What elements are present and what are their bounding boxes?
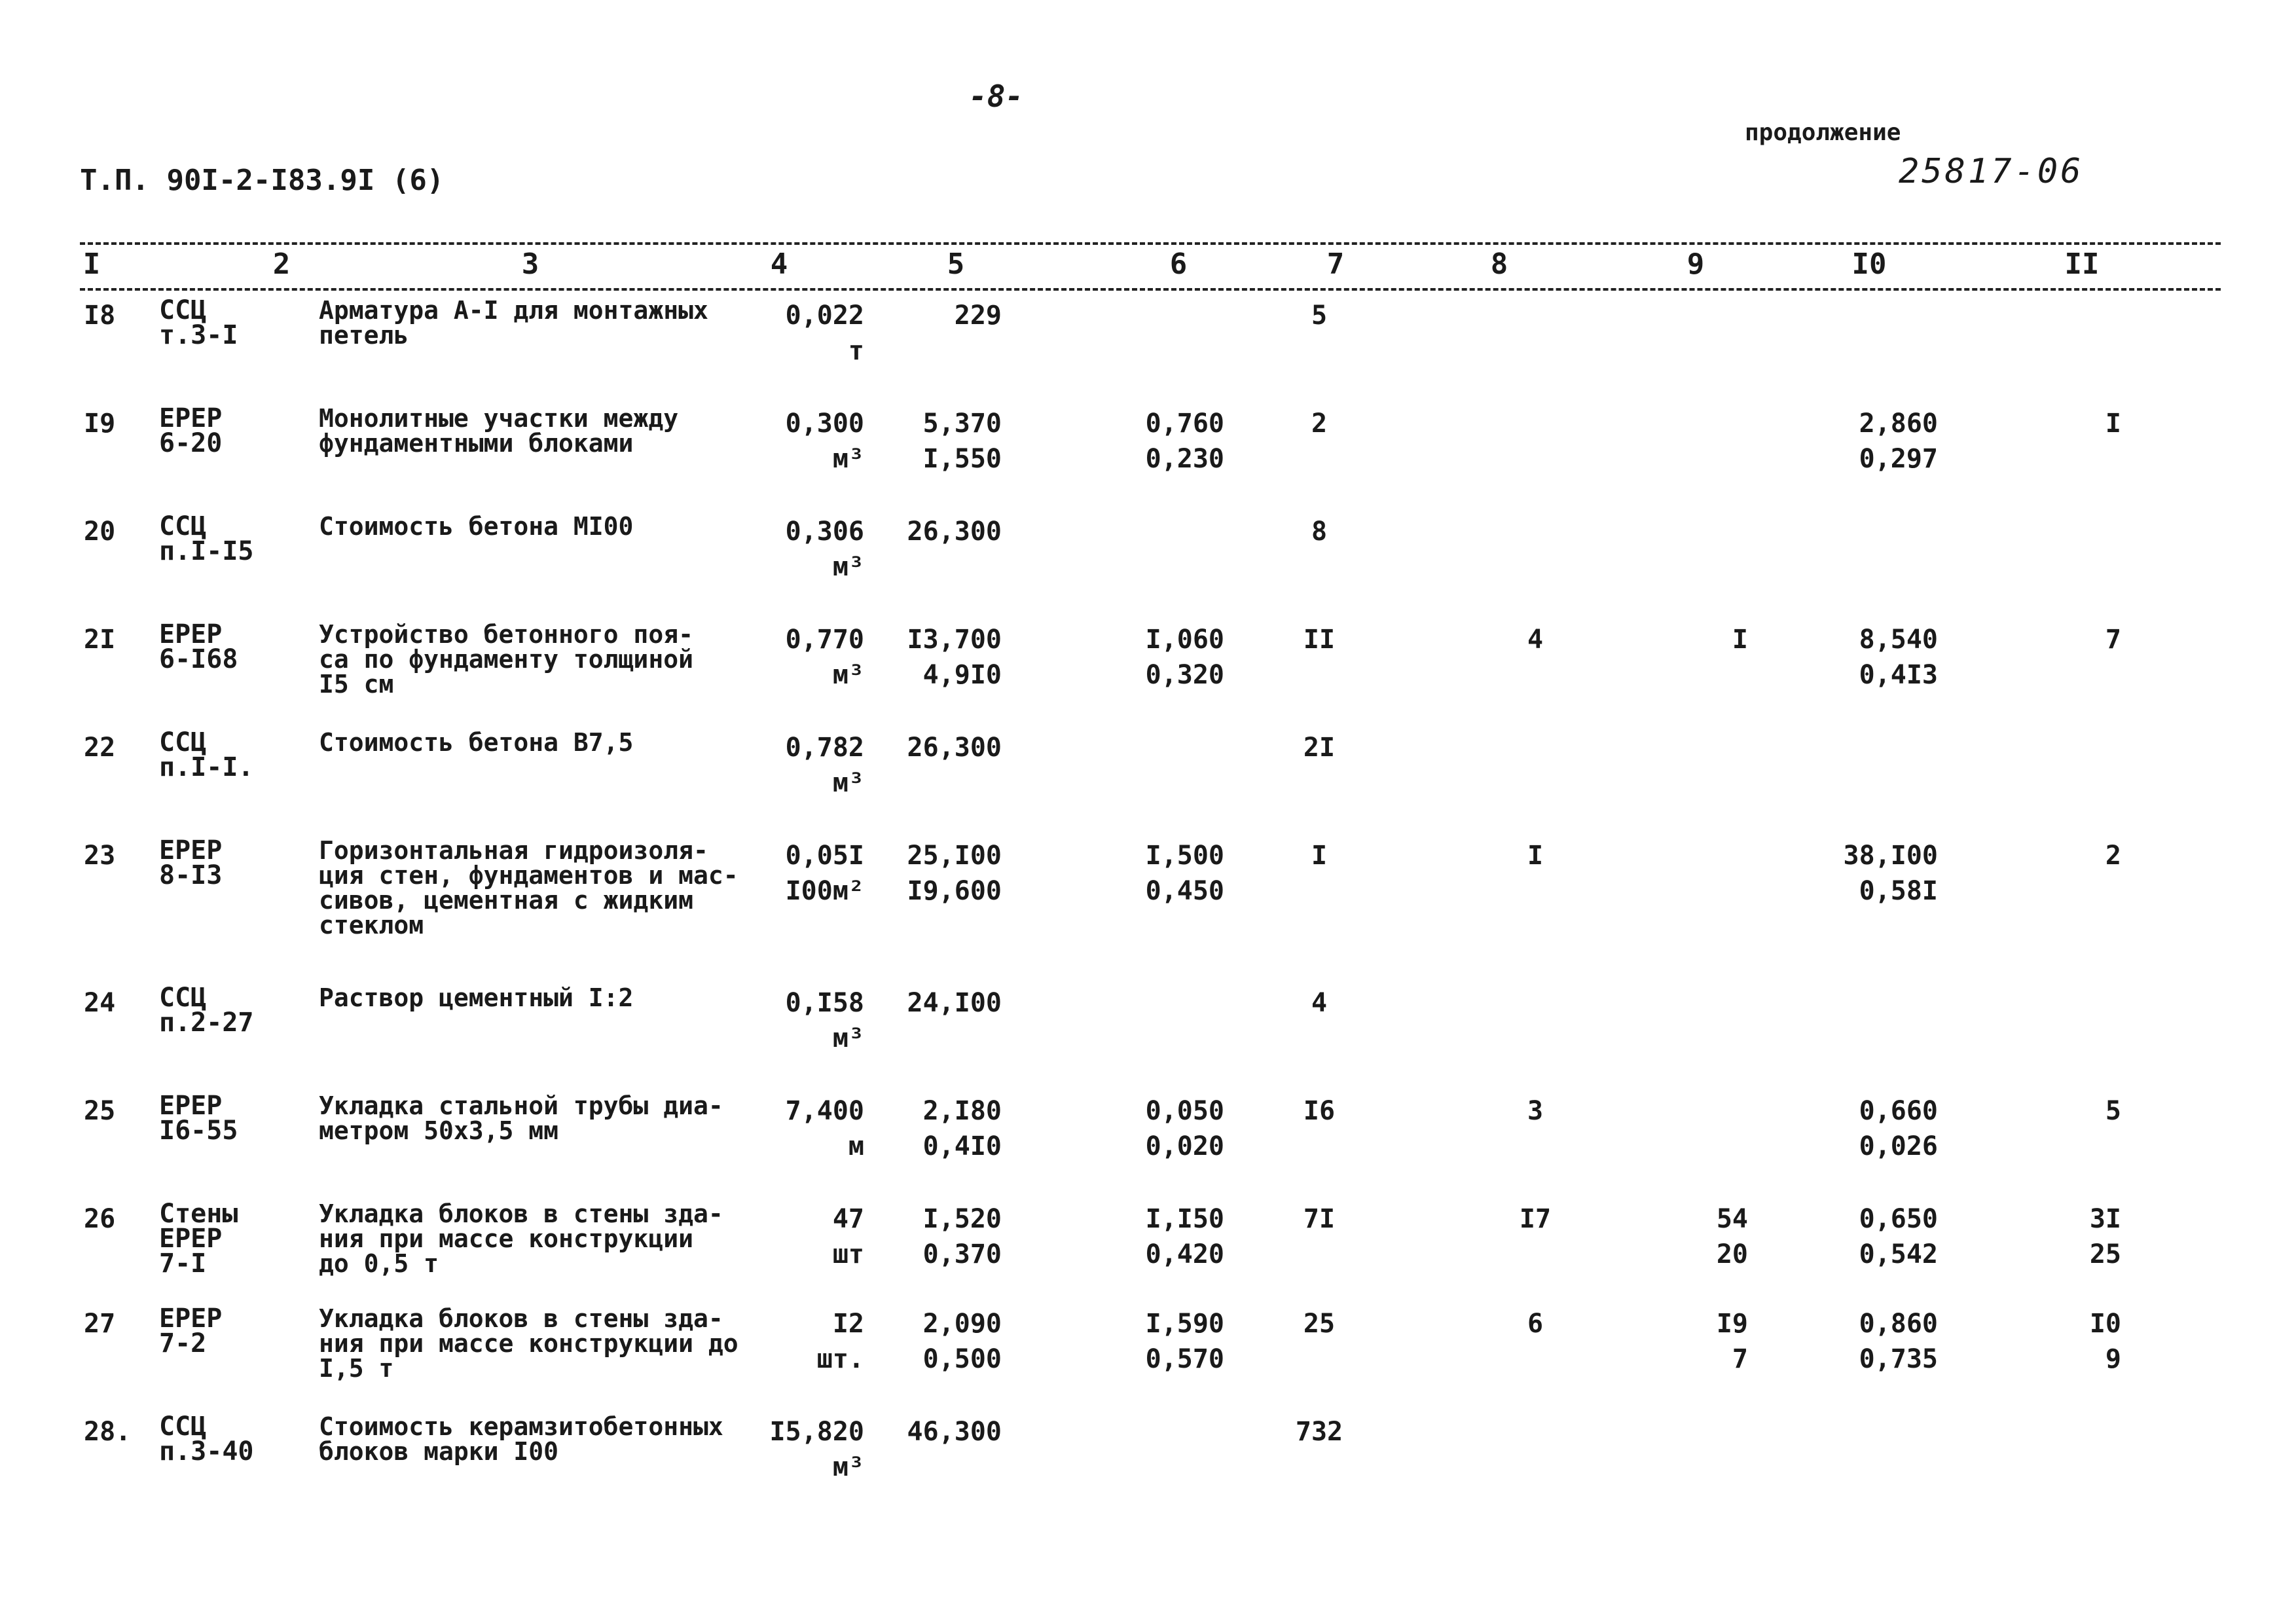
unit: I00м²: [785, 876, 864, 906]
row-number: 23: [84, 841, 116, 871]
col11-subvalue: 9: [2105, 1344, 2121, 1374]
col6-subvalue: 0,020: [1145, 1131, 1224, 1161]
table-row: [0, 1306, 2296, 1411]
quantity: 0,022: [785, 301, 864, 331]
col5-value: 25,I00: [907, 841, 1002, 871]
unit: м³: [832, 552, 864, 582]
col10-subvalue: 0,542: [1859, 1239, 1938, 1269]
column-header-6: 6: [1169, 247, 1188, 281]
col5-value: 2,I80: [922, 1096, 1002, 1126]
column-header-3: 3: [521, 247, 539, 281]
col10-value: 38,I00: [1843, 841, 1938, 871]
rate-code: ССЦ п.3-40: [159, 1412, 254, 1467]
document-code: 25817-06: [1899, 152, 2084, 191]
unit: м³: [832, 1452, 864, 1482]
row-number: 2I: [84, 625, 116, 655]
unit: т: [848, 336, 864, 366]
col5-value: 46,300: [907, 1417, 1002, 1447]
col7-value: 7I: [1303, 1204, 1336, 1234]
table-row: [0, 403, 2296, 511]
unit: шт: [832, 1239, 864, 1269]
page-number: -8-: [969, 79, 1024, 114]
rate-code: ССЦ п.I-I.: [159, 727, 254, 782]
project-code: Т.П. 90I-2-I83.9I (6): [80, 164, 445, 197]
col11-value: 5: [2105, 1096, 2121, 1126]
quantity: 0,I58: [785, 988, 864, 1018]
rate-code: Стены ЕРЕР 7-I: [159, 1199, 238, 1279]
unit: м³: [832, 660, 864, 690]
col6-value: I,590: [1145, 1309, 1224, 1339]
col11-value: 3I: [2089, 1204, 2121, 1234]
work-description: Стоимость керамзитобетонных блоков марки I00: [319, 1412, 723, 1466]
rate-code: ССЦ п.I-I5: [159, 511, 254, 566]
row-number: I8: [84, 301, 116, 331]
quantity: 0,300: [785, 409, 864, 439]
col8-value: 4: [1527, 625, 1544, 655]
col9-subvalue: 20: [1716, 1239, 1748, 1269]
column-header-8: 8: [1490, 247, 1508, 281]
rate-code: ССЦ т.3-I: [159, 295, 238, 350]
unit: м: [848, 1131, 864, 1161]
col10-value: 8,540: [1859, 625, 1938, 655]
col10-subvalue: 0,297: [1859, 444, 1938, 474]
col5-value: 24,I00: [907, 988, 1002, 1018]
work-description: Горизонтальная гидроизоля- ция стен, фундаментов и мас- сивов, цементная с жидким стеклом: [319, 836, 738, 939]
col8-value: I: [1527, 841, 1544, 871]
col6-subvalue: 0,320: [1145, 660, 1224, 690]
rate-code: ЕРЕР 8-I3: [159, 835, 223, 890]
work-description: Арматура А-I для монтажных петель: [319, 296, 708, 350]
row-number: 28.: [84, 1417, 132, 1447]
col11-value: 7: [2105, 625, 2121, 655]
col10-subvalue: 0,735: [1859, 1344, 1938, 1374]
unit: шт.: [816, 1344, 864, 1374]
col6-subvalue: 0,450: [1145, 876, 1224, 906]
column-header-4: 4: [770, 247, 788, 281]
col11-value: I0: [2089, 1309, 2121, 1339]
quantity: 47: [832, 1204, 864, 1234]
col7-value: II: [1303, 625, 1336, 655]
col10-value: 0,660: [1859, 1096, 1938, 1126]
table-header-rule: [80, 288, 2221, 291]
work-description: Стоимость бетона МI00: [319, 512, 634, 541]
col7-value: 732: [1295, 1417, 1343, 1447]
col8-value: 3: [1527, 1096, 1544, 1126]
work-description: Укладка блоков в стены зда- ния при массе конструкции до I,5 т: [319, 1304, 738, 1383]
table-row: [0, 1093, 2296, 1198]
continuation-label: продолжение: [1745, 119, 1901, 146]
quantity: 0,782: [785, 733, 864, 763]
col10-value: 0,650: [1859, 1204, 1938, 1234]
row-number: 22: [84, 733, 116, 763]
column-header-5: 5: [947, 247, 965, 281]
col10-subvalue: 0,4I3: [1859, 660, 1938, 690]
col6-subvalue: 0,230: [1145, 444, 1224, 474]
row-number: I9: [84, 409, 116, 439]
col6-value: I,500: [1145, 841, 1224, 871]
col8-value: 6: [1527, 1309, 1544, 1339]
table-row: [0, 1414, 2296, 1519]
table-row: [0, 985, 2296, 1090]
col6-value: 0,760: [1145, 409, 1224, 439]
col10-value: 2,860: [1859, 409, 1938, 439]
table-row: [0, 619, 2296, 727]
col9-value: 54: [1716, 1204, 1748, 1234]
table-top-rule: [80, 242, 2221, 245]
row-number: 24: [84, 988, 116, 1018]
work-description: Укладка стальной трубы диа- метром 50х3,5 мм: [319, 1091, 723, 1145]
col7-value: 4: [1311, 988, 1328, 1018]
col7-value: 25: [1303, 1309, 1336, 1339]
quantity: 0,306: [785, 517, 864, 547]
table-row: [0, 835, 2296, 943]
col5-value: I3,700: [907, 625, 1002, 655]
col9-value: I: [1732, 625, 1748, 655]
col7-value: 8: [1311, 517, 1328, 547]
quantity: 0,05I: [785, 841, 864, 871]
column-header-10: I0: [1851, 247, 1887, 281]
col7-value: 2I: [1303, 733, 1336, 763]
work-description: Монолитные участки между фундаментными блоками: [319, 404, 679, 458]
col5-subvalue: 0,500: [922, 1344, 1002, 1374]
col6-subvalue: 0,570: [1145, 1344, 1224, 1374]
col6-value: I,I50: [1145, 1204, 1224, 1234]
table-row: [0, 511, 2296, 619]
col5-subvalue: 0,370: [922, 1239, 1002, 1269]
col7-value: I6: [1303, 1096, 1336, 1126]
work-description: Устройство бетонного поя- са по фундаменту толщиной I5 см: [319, 620, 693, 699]
row-number: 20: [84, 517, 116, 547]
col6-value: 0,050: [1145, 1096, 1224, 1126]
work-description: Стоимость бетона В7,5: [319, 728, 634, 757]
col5-value: I,520: [922, 1204, 1002, 1234]
column-header-7: 7: [1326, 247, 1345, 281]
col7-value: 2: [1311, 409, 1328, 439]
unit: м³: [832, 1023, 864, 1053]
col5-subvalue: 0,4I0: [922, 1131, 1002, 1161]
col11-value: I: [2105, 409, 2121, 439]
col11-value: 2: [2105, 841, 2121, 871]
col8-value: I7: [1519, 1204, 1552, 1234]
col5-subvalue: 4,9I0: [922, 660, 1002, 690]
work-description: Раствор цементный I:2: [319, 983, 634, 1012]
table-row: [0, 727, 2296, 835]
col9-value: I9: [1716, 1309, 1748, 1339]
rate-code: ЕРЕР 7-2: [159, 1304, 223, 1359]
col10-value: 0,860: [1859, 1309, 1938, 1339]
col5-subvalue: I,550: [922, 444, 1002, 474]
col9-subvalue: 7: [1732, 1344, 1748, 1374]
rate-code: ЕРЕР I6-55: [159, 1091, 238, 1146]
col5-subvalue: I9,600: [907, 876, 1002, 906]
row-number: 26: [84, 1204, 116, 1234]
col7-value: 5: [1311, 301, 1328, 331]
quantity: I2: [832, 1309, 864, 1339]
col10-subvalue: 0,026: [1859, 1131, 1938, 1161]
rate-code: ССЦ п.2-27: [159, 983, 254, 1038]
rate-code: ЕРЕР 6-I68: [159, 619, 238, 674]
col5-value: 2,090: [922, 1309, 1002, 1339]
col5-value: 5,370: [922, 409, 1002, 439]
column-header-2: 2: [272, 247, 291, 281]
row-number: 27: [84, 1309, 116, 1339]
quantity: I5,820: [769, 1417, 864, 1447]
col5-value: 229: [954, 301, 1002, 331]
table-row: [0, 295, 2296, 403]
col6-value: I,060: [1145, 625, 1224, 655]
col7-value: I: [1311, 841, 1328, 871]
unit: м³: [832, 444, 864, 474]
quantity: 0,770: [785, 625, 864, 655]
work-description: Укладка блоков в стены зда- ния при массе конструкции до 0,5 т: [319, 1199, 723, 1278]
rate-code: ЕРЕР 6-20: [159, 403, 223, 458]
column-header-11: II: [2064, 247, 2100, 281]
col11-subvalue: 25: [2089, 1239, 2121, 1269]
column-header-1: I: [82, 247, 101, 281]
row-number: 25: [84, 1096, 116, 1126]
table-row: [0, 1201, 2296, 1306]
quantity: 7,400: [785, 1096, 864, 1126]
unit: м³: [832, 768, 864, 798]
column-header-9: 9: [1686, 247, 1705, 281]
col5-value: 26,300: [907, 733, 1002, 763]
col5-value: 26,300: [907, 517, 1002, 547]
col6-subvalue: 0,420: [1145, 1239, 1224, 1269]
col10-subvalue: 0,58I: [1859, 876, 1938, 906]
